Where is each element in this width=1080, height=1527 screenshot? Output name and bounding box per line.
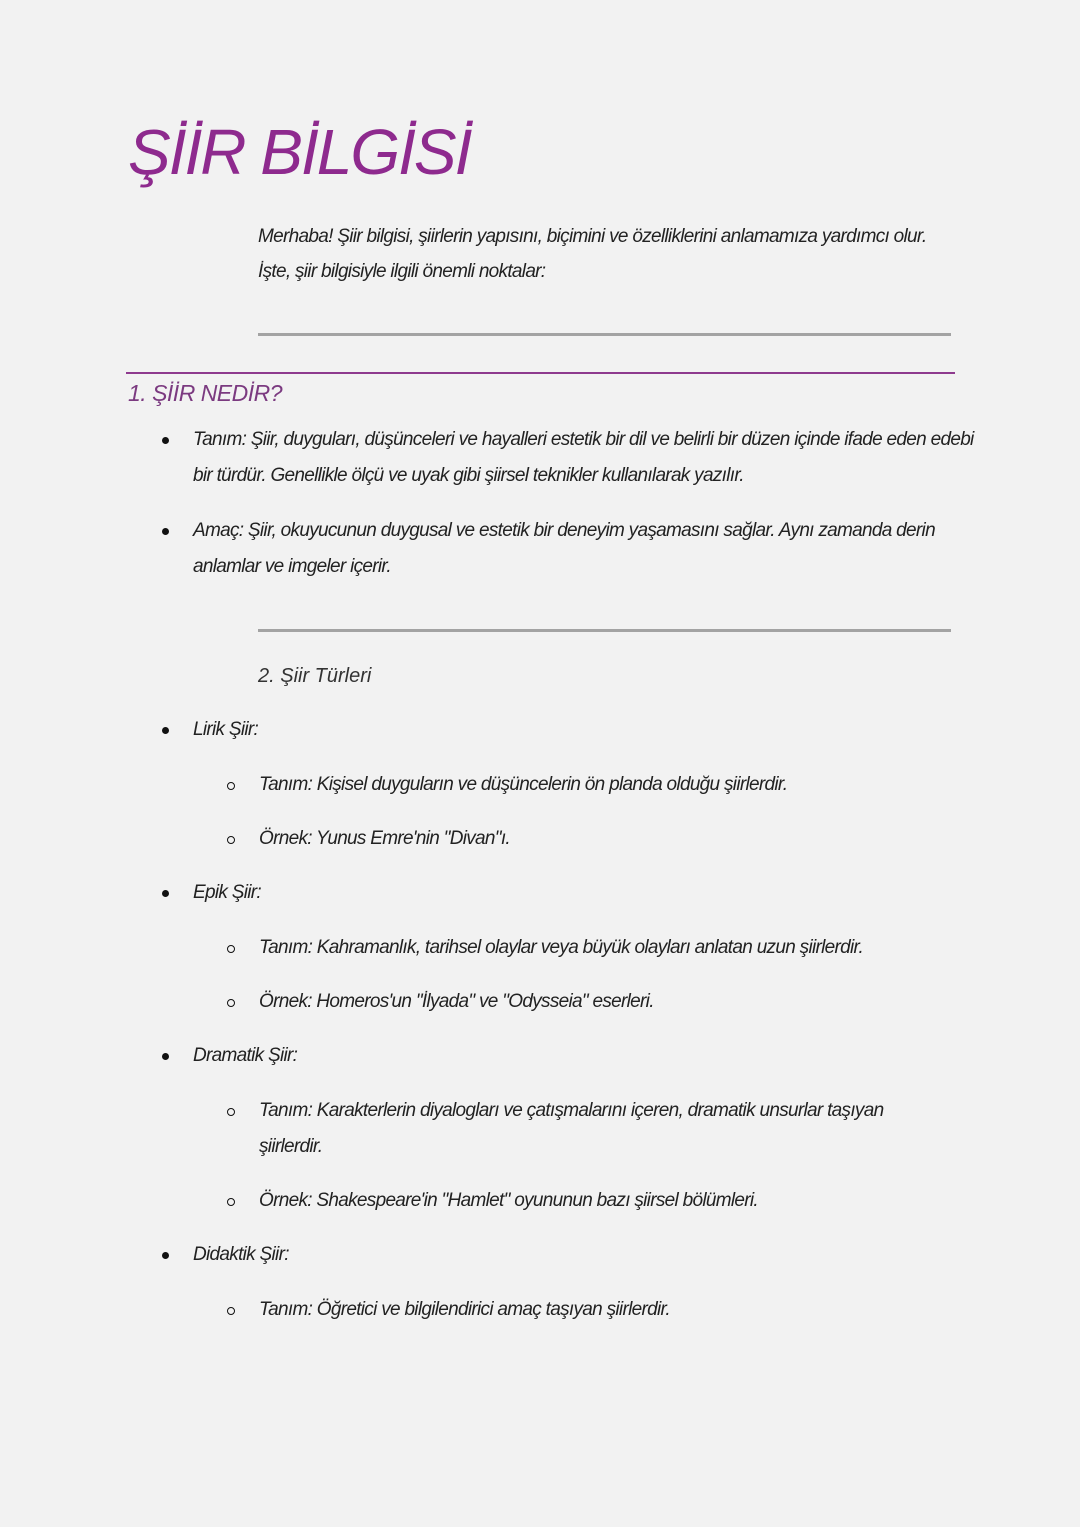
- type-name: Epik Şiir:: [193, 882, 261, 903]
- bullet-icon: [162, 1252, 169, 1259]
- section-heading-1: 1. ŞİİR NEDİR?: [128, 380, 283, 406]
- definition-line-2: bir türdür. Genellikle ölçü ve uyak gibi şiirsel teknikler kullanılarak yazılır.: [193, 465, 744, 486]
- sub-bullet-icon: [227, 1307, 235, 1315]
- type-name: Didaktik Şiir:: [193, 1244, 289, 1265]
- type-name: Dramatik Şiir:: [193, 1045, 298, 1066]
- type-definition: Tanım: Kişisel duyguların ve düşüncelerin ön planda olduğu şiirlerdir.: [259, 774, 788, 795]
- purpose-line-2: anlamlar ve imgeler içerir.: [193, 556, 391, 577]
- divider: [258, 333, 951, 336]
- type-example: Örnek: Yunus Emre'nin "Divan"ı.: [259, 828, 510, 849]
- sub-bullet-icon: [227, 999, 235, 1007]
- bullet-icon: [162, 437, 169, 444]
- type-definition: Tanım: Kahramanlık, tarihsel olaylar veya büyük olayları anlatan uzun şiirlerdir.: [259, 937, 864, 958]
- type-example: Örnek: Shakespeare'in "Hamlet" oyununun bazı şiirsel bölümleri.: [259, 1190, 758, 1211]
- divider: [258, 629, 951, 632]
- type-definition: Tanım: Karakterlerin diyalogları ve çatışmalarını içeren, dramatik unsurlar taşıyan: [259, 1100, 884, 1121]
- document-title: ŞİİR BİLGİSİ: [128, 116, 471, 188]
- type-definition-cont: şiirlerdir.: [259, 1136, 323, 1157]
- section-heading-2: 2. Şiir Türleri: [258, 665, 372, 687]
- definition-line-1: Tanım: Şiir, duyguları, düşünceleri ve hayalleri estetik bir dil ve belirli bir düzen içinde ifade eden edebi: [193, 429, 974, 450]
- sub-bullet-icon: [227, 1108, 235, 1116]
- sub-bullet-icon: [227, 945, 235, 953]
- section-rule: [126, 372, 955, 374]
- sub-bullet-icon: [227, 836, 235, 844]
- sub-bullet-icon: [227, 1198, 235, 1206]
- purpose-line-1: Amaç: Şiir, okuyucunun duygusal ve estetik bir deneyim yaşamasını sağlar. Aynı zamanda derin: [193, 520, 935, 541]
- intro-line-1: Merhaba! Şiir bilgisi, şiirlerin yapısını, biçimini ve özelliklerini anlamamıza yardımcı olur.: [258, 226, 927, 247]
- intro-line-2: İşte, şiir bilgisiyle ilgili önemli noktalar:: [258, 261, 546, 282]
- type-example: Örnek: Homeros'un "İlyada" ve "Odysseia" eserleri.: [259, 991, 654, 1012]
- sub-bullet-icon: [227, 782, 235, 790]
- bullet-icon: [162, 890, 169, 897]
- bullet-icon: [162, 727, 169, 734]
- bullet-icon: [162, 1053, 169, 1060]
- bullet-icon: [162, 528, 169, 535]
- type-definition: Tanım: Öğretici ve bilgilendirici amaç taşıyan şiirlerdir.: [259, 1299, 670, 1320]
- type-name: Lirik Şiir:: [193, 719, 259, 740]
